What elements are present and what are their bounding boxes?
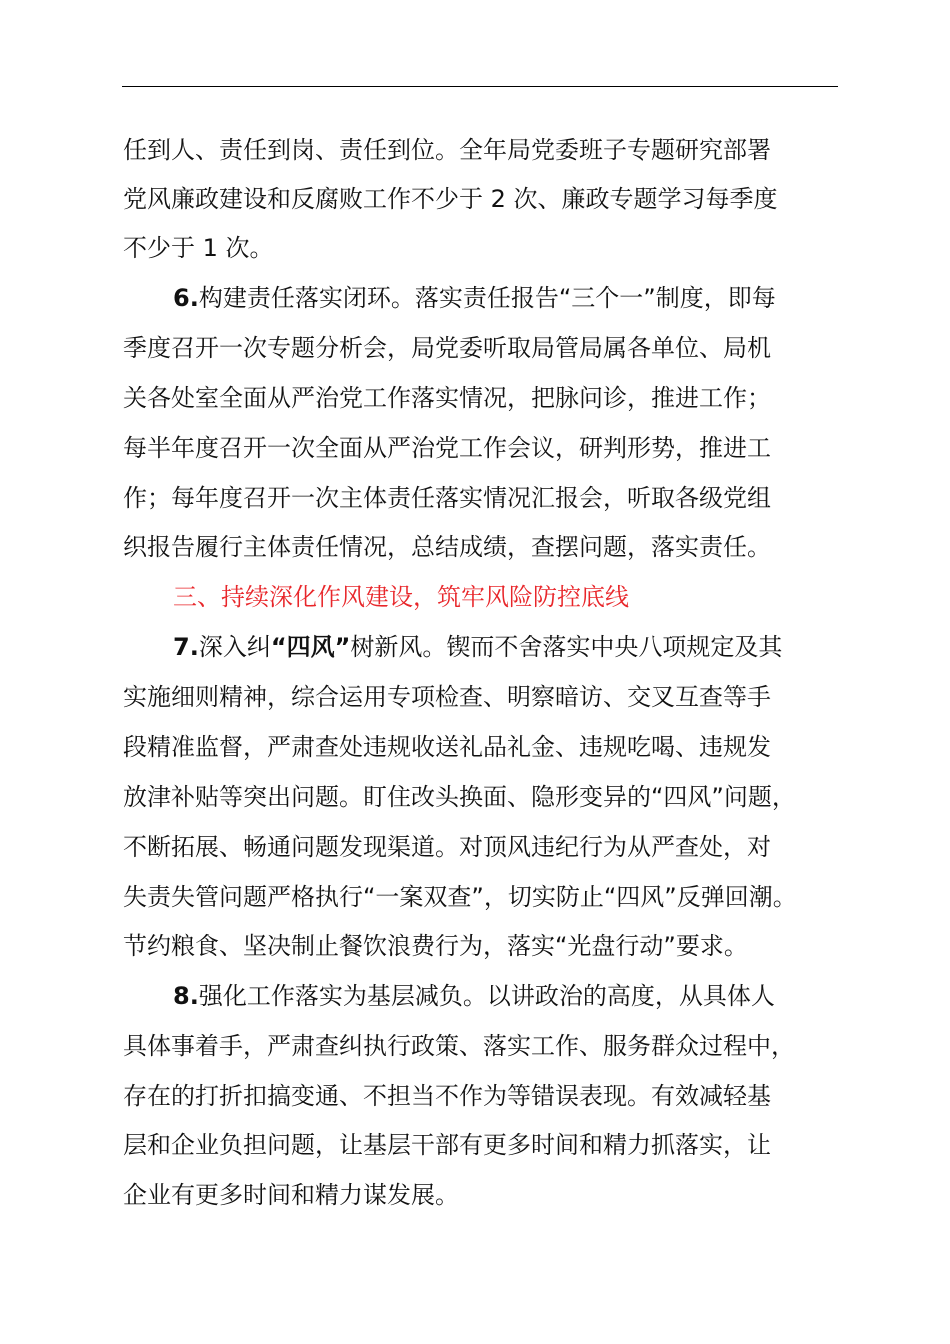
text-line	[0, 879, 950, 915]
text-line	[0, 230, 950, 266]
line-text: 实施细则精神，综合运用专项检查、明察暗访、交叉互查等手	[123, 683, 771, 711]
line-text: 构建责任落实闭环。落实责任报告“三个一”制度，即每	[198, 284, 776, 312]
text-line	[0, 729, 950, 765]
text-line	[0, 679, 950, 715]
line-text: 党风廉政建设和反腐败工作不少于 2 次、廉政专题学习每季度	[123, 185, 778, 213]
line-text: 放津补贴等突出问题。盯住改头换面、隐形变异的“四风”问题，	[123, 783, 796, 811]
line-text: 树新风。锲而不舍落实中央八项规定及其	[350, 633, 783, 661]
text-line	[0, 181, 950, 217]
item-number: 6.	[173, 284, 199, 312]
line-text: 强化工作落实为基层减负。以讲政治的高度，从具体人	[198, 982, 775, 1010]
line-text: 任到人、责任到岗、责任到位。全年局党委班子专题研究部署	[123, 136, 771, 164]
text-line	[0, 330, 950, 366]
text-line	[0, 829, 950, 865]
item-number: 7.	[173, 633, 199, 661]
text-line	[0, 480, 950, 516]
heading-text: 三、持续深化作风建设，筑牢风险防控底线	[173, 583, 629, 611]
text-line	[0, 529, 950, 565]
line-text: 存在的打折扣搞变通、不担当不作为等错误表现。有效减轻基	[123, 1082, 771, 1110]
text-line	[0, 779, 950, 815]
line-text: 深入纠	[198, 633, 271, 661]
text-line	[0, 280, 950, 316]
bold-quote: “四风”	[270, 633, 351, 661]
text-line	[0, 380, 950, 416]
line-text: 失责失管问题严格执行“一案双查”，切实防止“四风”反弹回潮。	[123, 883, 797, 911]
line-text: 企业有更多时间和精力谋发展。	[123, 1181, 459, 1209]
line-text: 季度召开一次专题分析会，局党委听取局管局属各单位、局机	[123, 334, 771, 362]
text-line	[0, 430, 950, 466]
item-number: 8.	[173, 982, 199, 1010]
section-heading	[0, 579, 950, 615]
text-line	[0, 1177, 950, 1213]
line-text: 织报告履行主体责任情况，总结成绩，查摆问题，落实责任。	[123, 533, 771, 561]
text-line	[0, 1078, 950, 1114]
header-rule	[122, 86, 838, 87]
line-text: 具体事着手，严肃查纠执行政策、落实工作、服务群众过程中，	[123, 1032, 795, 1060]
text-line	[0, 1028, 950, 1064]
text-line	[0, 629, 950, 665]
line-text: 层和企业负担问题，让基层干部有更多时间和精力抓落实，让	[123, 1131, 771, 1159]
text-line	[0, 928, 950, 964]
line-text: 不少于 1 次。	[123, 234, 274, 262]
text-line	[0, 132, 950, 168]
line-text: 关各处室全面从严治党工作落实情况，把脉问诊，推进工作；	[123, 384, 771, 412]
line-text: 作；每年度召开一次主体责任落实情况汇报会，听取各级党组	[123, 484, 771, 512]
line-text: 节约粮食、坚决制止餐饮浪费行为，落实“光盘行动”要求。	[123, 932, 748, 960]
text-line	[0, 978, 950, 1014]
line-text: 不断拓展、畅通问题发现渠道。对顶风违纪行为从严查处，对	[123, 833, 771, 861]
text-line	[0, 1127, 950, 1163]
line-text: 每半年度召开一次全面从严治党工作会议，研判形势，推进工	[123, 434, 771, 462]
line-text: 段精准监督，严肃查处违规收送礼品礼金、违规吃喝、违规发	[123, 733, 771, 761]
